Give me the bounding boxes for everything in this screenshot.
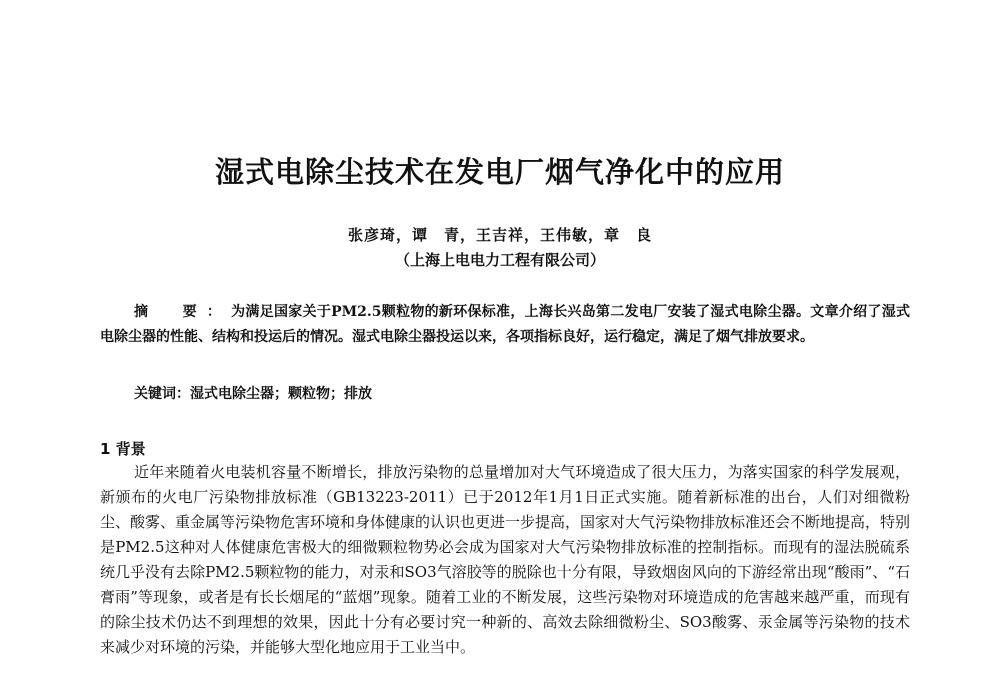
author-list: 张彦琦，谭 青，王吉祥，王伟敏，章 良 <box>347 226 652 244</box>
keywords-label: 关键词： <box>134 386 190 402</box>
keywords-text: 湿式电除尘器；颗粒物；排放 <box>190 386 372 402</box>
keywords <box>134 383 914 403</box>
body-paragraph: 近年来随着火电装机容量不断增长，排放污染物的总量增加对大气环境造成了很大压力，为落实国家的科学发展观，新颁布的火电厂污染物排放标准（GB13223-2011）已于2012年1月1日正式实施。随着新标准的出台，人们对细微粉尘、酸雾、重金属等污染物危害环境和身体健康的认识也更进一步提高，国家对大气污染物排放标准还会不断地提高，特别是PM2.5这种对人体健康危害极大的细微颗粒物势必会成为国家对大气污染物排放标准的控制指标。而现有的湿法脱硫系统几乎没有去除PM2.5颗粒物的能力，对汞和SO3气溶胶等的脱除也十分有限，导致烟囱风向的下游经常出现“酸雨”、“石膏雨”等现象，或者是有长长烟尾的“蓝烟”现象。随着工业的不断发展，这些污染物对环境造成的危害越来越严重，而现有的除尘技术仍达不到理想的效果，因此十分有必要讨究一种新的、高效去除细微粉尘、SO3酸雾、汞金属等污染物的技术来减少对环境的污染，并能够大型化地应用于工业当中。 <box>100 463 910 656</box>
abstract <box>100 300 910 350</box>
paper-title: 湿式电除尘技术在发电厂烟气净化中的应用 <box>214 155 785 189</box>
affiliation: （上海上电电力工程有限公司） <box>394 251 605 269</box>
abstract-text: 为满足国家关于PM2.5颗粒物的新环保标准，上海长兴岛第二发电厂安装了湿式电除尘器。文章介绍了湿式电除尘器的性能、结构和投运后的情况。湿式电除尘器投运以来，各项指标良好，运行稳定，满足了烟气排放要求。 <box>100 304 910 345</box>
abstract-label: 摘 要： <box>134 304 232 320</box>
section-heading: 1 背景 <box>100 440 146 458</box>
